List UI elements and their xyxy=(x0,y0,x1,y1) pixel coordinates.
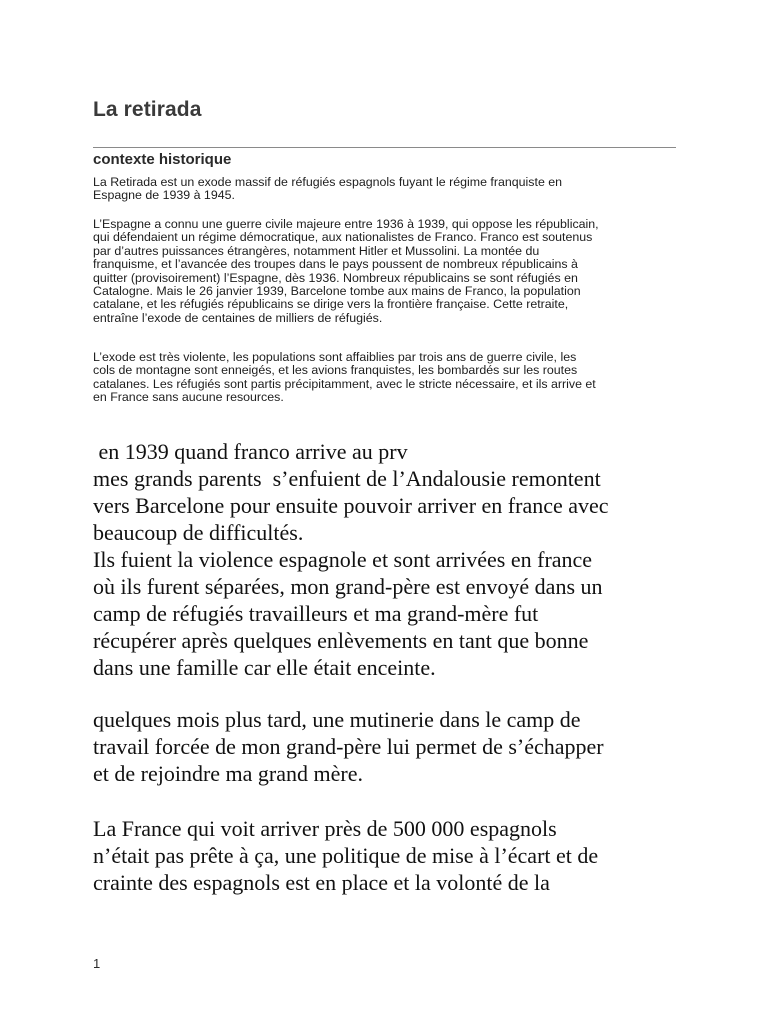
text-line: entraîne l’exode de centaines de milliers de réfugiés. xyxy=(93,310,383,325)
text-line: Catalogne. Mais le 26 janvier 1939, Barcelone tombe aux mains de Franco, la population xyxy=(93,284,581,299)
text-line: Ils fuient la violence espagnole et sont arrivées en france xyxy=(93,547,593,572)
context-paragraph xyxy=(93,218,683,325)
text-line: quitter (provisoirement) l’Espagne, dès 1936. Nombreux républicains se sont réfugiés en xyxy=(93,270,578,285)
context-paragraph xyxy=(93,176,683,203)
text-line: récupérer après quelques enlèvements en tant que bonne xyxy=(93,628,589,653)
text-line: L’exode est très violente, les populations sont affaiblies par trois ans de guerre civile, les xyxy=(93,350,577,364)
document-title: La retirada xyxy=(93,98,202,121)
story-paragraph xyxy=(93,706,693,787)
text-line: catalane, et les réfugiés républicains se dirige vers la frontière française. Cette retraite, xyxy=(93,297,569,312)
text-line: en 1939 quand franco arrive au prv xyxy=(93,439,408,464)
text-line: et de rejoindre ma grand mère. xyxy=(93,761,363,786)
text-line: par d’autres puissances étrangères, notamment Hitler et Mussolini. La montée du xyxy=(93,243,540,258)
title-divider xyxy=(93,147,676,148)
text-line: catalanes. Les réfugiés sont partis précipitamment, avec le stricte nécessaire, et ils arrive et xyxy=(93,376,596,391)
text-line: cols de montagne sont enneigés, et les avions franquistes, les bombardés sur les routes xyxy=(93,363,578,378)
text-line: qui défendaient un régime démocratique, aux nationalistes de Franco. Franco est soutenus xyxy=(93,230,593,245)
story-paragraph xyxy=(93,438,693,681)
text-line: La France qui voit arriver près de 500 000 espagnols xyxy=(93,816,557,841)
text-line: beaucoup de difficultés. xyxy=(93,520,304,545)
text-line: crainte des espagnols est en place et la volonté de la xyxy=(93,870,550,895)
text-line: mes grands parents s’enfuient de l’Andalousie remontent xyxy=(93,466,601,491)
text-line: quelques mois plus tard, une mutinerie dans le camp de xyxy=(93,707,581,732)
text-line: La Retirada est un exode massif de réfugiés espagnols fuyant le régime franquiste en xyxy=(93,175,563,189)
text-line: vers Barcelone pour ensuite pouvoir arriver en france avec xyxy=(93,493,609,518)
text-line: en France sans aucune resources. xyxy=(93,390,284,405)
story-paragraph xyxy=(93,815,693,896)
text-line: où ils furent séparées, mon grand-père est envoyé dans un xyxy=(93,574,603,599)
section-subtitle: contexte historique xyxy=(93,151,232,168)
text-line: dans une famille car elle était enceinte. xyxy=(93,655,436,680)
text-line: Espagne de 1939 à 1945. xyxy=(93,188,235,203)
text-line: camp de réfugiés travailleurs et ma grand-mère fut xyxy=(93,601,539,626)
text-line: L’Espagne a connu une guerre civile majeure entre 1936 à 1939, qui oppose les républicain, xyxy=(93,217,599,231)
text-line: n’était pas prête à ça, une politique de mise à l’écart et de xyxy=(93,843,599,868)
page-number: 1 xyxy=(93,956,101,971)
context-paragraph xyxy=(93,351,683,405)
text-line: travail forcée de mon grand-père lui permet de s’échapper xyxy=(93,734,604,759)
text-line: franquisme, et l’avancée des troupes dans le pays poussent de nombreux républicains à xyxy=(93,257,578,272)
